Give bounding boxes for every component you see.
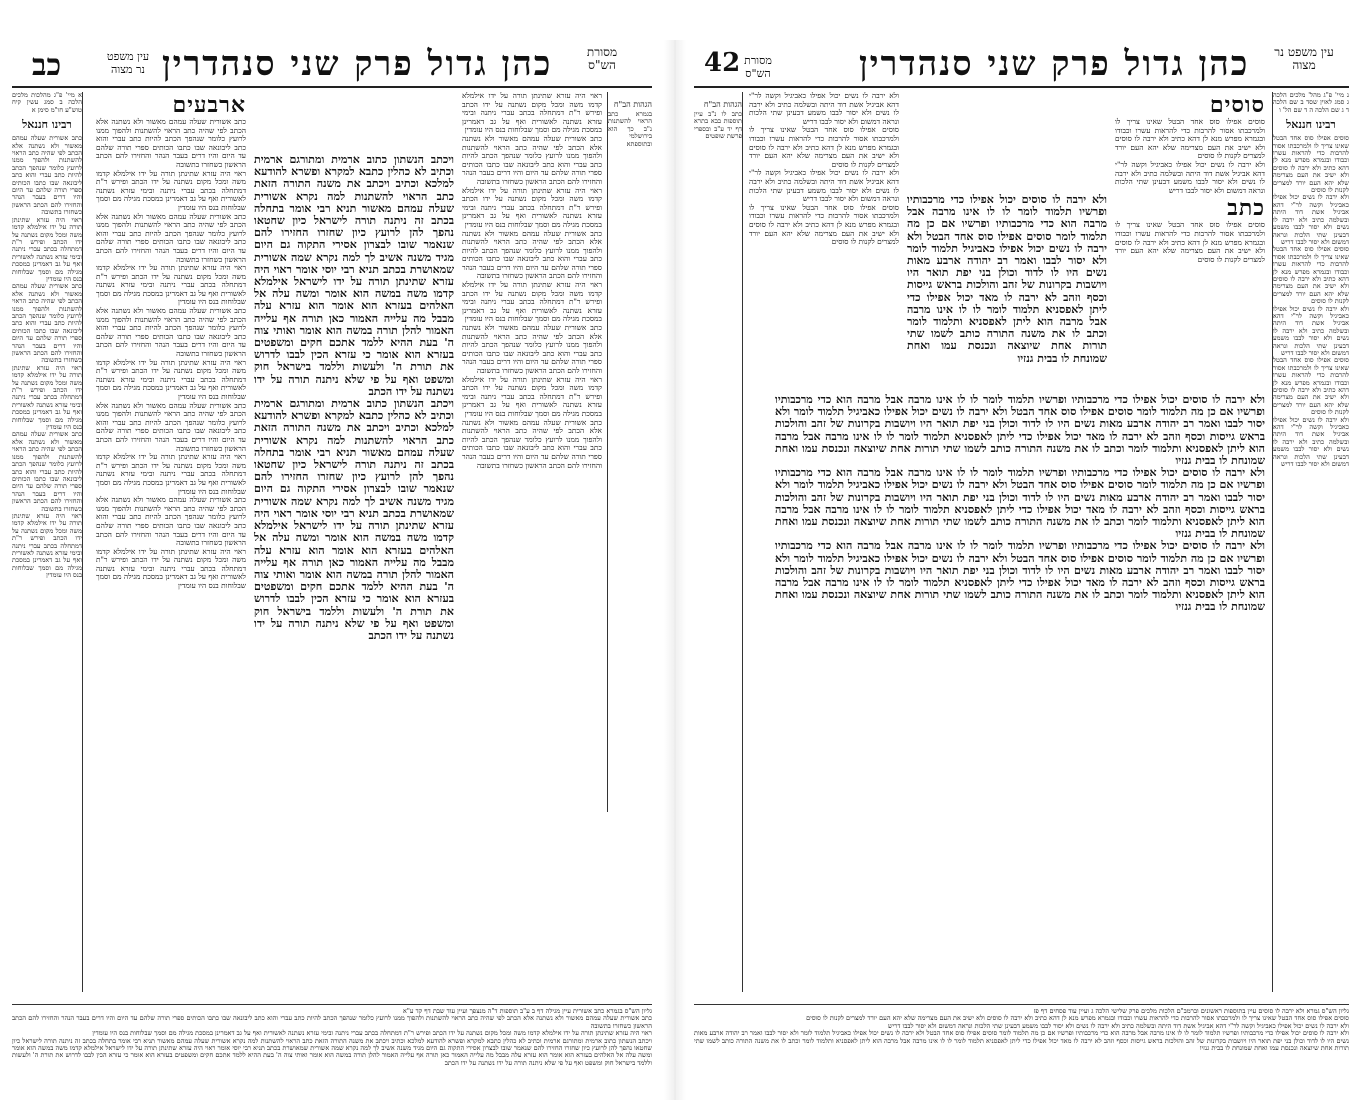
left-footnote-rule: [12, 1004, 652, 1005]
right-footnote-text-2: סוסים אפילו סוס אחד הבטל שאינו צריך לו ולמרכבתו אסור להרבות כדי להראות עשרו וכבודו ובגמרא מפרש מנא לן דהא כתיב ולא ירבה לו סוסים ולא ישיב את העם מצרימה שלא יהא העם יורד למצרים לקנות לו סוסים: [806, 1014, 1349, 1023]
left-tosafot-text-5: ראוי היה עזרא שתינתן תורה על ידו אילמלא קדמו משה ומכל מקום נשתנה על ידו הכתב ופירש ר"ת דמתחלה בכתב עברי ניתנה ובימי עזרא נשתנה לאשורית ואף על גב דאמרינן במסכת מגילה מם וסמך שבלוחות בנס היו עומדין: [462, 280, 602, 324]
left-tosafot-text-2: כתב אשורית שעלה עמהם מאשור ולא נשתנה אלא הכתב לפי שהיה כתב הראוי להשתנות ולהפוך ממנו לרועץ כלומר שנהפך הכתב להיות כתב עברי והוא כתב ליבונאה שבו כתבו הכותים ספרי תורה שלהם עד היום והיו דרים בעבר הנהר והחזירו להם הכתב הראשון כשחזרו בתשובה: [462, 133, 602, 186]
left-footnote-text-2: כתב אשורית שעלה עמהם מאשור ולא נשתנה אלא הכתב לפי שהיה כתב הראוי להשתנות ולהפוך ממנו לרועץ כלומר שנהפך הכתב להיות כתב עברי והוא כתב ליבונאה שבו כתבו הכותים ספרי תורה שלהם עד היום והיו דרים בעבר הנהר והחזירו להם הכתב הראשון כשחזרו בתשובה: [12, 1014, 652, 1030]
right-hagahot-text: כתב לו נ"ב עיין תוספות בבא בתרא דף יד ע"ב ובספרי פרשת שופטים: [694, 110, 742, 141]
right-tosafot-text-2: סוסים אפילו סוס אחד הבטל שאינו צריך לו ולמרכבתו אסור להרבות כדי להראות עשרו וכבודו ובגמרא מפרש מנא לן דהא כתיב ולא ירבה לו סוסים ולא ישיב את העם מצרימה שלא יהא העם יורד למצרים לקנות לו סוסים: [749, 125, 899, 169]
right-gemara-text-2: ולא ירבה לו סוסים יכול אפילו כדי מרכבותיו ופרשיו תלמוד לומר לו לו אינו מרבה אבל מרבה הוא כדי מרכבותיו ופרשיו אם כן מה תלמוד לומר סוסים אפילו סוס אחד הבטל ולא ירבה לו נשים יכול אפילו כאביגיל תלמוד לומר ולא יסור לבבו ואמר רב יהודה ארבע מאות נשים היו לו לדוד וכולן בני יפת תואר היו ויושבות בקרונות של זהב והולכות בראש גייסות וכסף וזהב לא ירבה לו מאד יכול אפילו כדי ליתן לאפסניא תלמוד לומר לו לו אינו מרבה אבל מרבה הוא ליתן לאפסניא ותלמוד לומר וכתב לו את משנה התורה כותב לשמו שתי תורות אחת שיוצאה ונכנסת עמו ואחת שמונחת לו בבית גנזיו: [775, 466, 1265, 541]
right-gemara-text: ולא ירבה לו סוסים יכול אפילו כדי מרכבותיו ופרשיו תלמוד לומר לו לו אינו מרבה אבל מרבה הוא כדי מרכבותיו ופרשיו אם כן מה תלמוד לומר סוסים אפילו סוס אחד הבטל ולא ירבה לו נשים יכול אפילו כאביגיל תלמוד לומר ולא יסור לבבו ואמר רב יהודה ארבע מאות נשים היו לו לדוד וכולן בני יפת תואר היו ויושבות בקרונות של זהב והולכות בראש גייסות וכסף וזהב לא ירבה לו מאד יכול אפילו כדי ליתן לאפסניא תלמוד לומר לו לו אינו מרבה אבל מרבה הוא ליתן לאפסניא ותלמוד לומר וכתב לו את משנה התורה כותב לשמו שתי תורות אחת שיוצאה ונכנסת עמו ואחת שמונחת לו בבית גנזיו: [775, 394, 1265, 468]
left-page-header: [12, 44, 652, 88]
left-rashi-text-6: ראוי היה עזרא שתינתן תורה על ידו אילמלא קדמו משה ומכל מקום נשתנה על ידו הכתב ופירש ר"ת דמתחלה בכתב עברי ניתנה ובימי עזרא נשתנה לאשורית ואף על גב דאמרינן במסכת מגילה מם וסמך שבלוחות בנס היו עומדין: [96, 357, 246, 401]
right-rabbeinu-chananel-heading: רבינו חננאל: [1286, 118, 1336, 132]
left-folio-number: כב: [32, 48, 62, 83]
right-running-title: כהן גדול פרק שני סנהדרין: [859, 44, 1250, 84]
right-masoret-corner: מסורת הש"ס: [744, 54, 772, 80]
left-hagahot-label: הגהות הב"ח: [613, 100, 652, 109]
right-page: [694, 44, 1349, 1101]
right-gemara-upper-text: ולא ירבה לו סוסים יכול אפילו כדי מרכבותיו ופרשיו תלמוד לומר לו לו אינו מרבה אבל מרבה הוא כדי מרכבותיו ופרשיו אם כן מה תלמוד לומר סוסים אפילו סוס אחד הבטל ולא ירבה לו נשים יכול אפילו כאביגיל תלמוד לומר ולא יסור לבבו ואמר רב יהודה ארבע מאות נשים היו לו לדוד וכולן בני יפת תואר היו ויושבות בקרונות של זהב והולכות בראש גייסות וכסף וזהב לא ירבה לו מאד יכול אפילו כדי ליתן לאפסניא תלמוד לומר לו לו אינו מרבה אבל מרבה הוא ליתן לאפסניא ותלמוד לומר וכתב לו את משנה התורה כותב לשמו שתי תורות אחת שיוצאה ונכנסת עמו ואחת שמונחת לו בבית גנזיו: [907, 194, 1107, 365]
left-tosafot-text-4: כתב אשורית שעלה עמהם מאשור ולא נשתנה אלא הכתב לפי שהיה כתב הראוי להשתנות ולהפוך ממנו לרועץ כלומר שנהפך הכתב להיות כתב עברי והוא כתב ליבונאה שבו כתבו הכותים ספרי תורה שלהם עד היום והיו דרים בעבר הנהר והחזירו להם הכתב הראשון כשחזרו בתשובה: [462, 228, 602, 281]
left-tosafot-text: ראוי היה עזרא שתינתן תורה על ידו אילמלא קדמו משה ומכל מקום נשתנה על ידו הכתב ופירש ר"ת דמתחלה בכתב עברי ניתנה ובימי עזרא נשתנה לאשורית ואף על גב דאמרינן במסכת מגילה מם וסמך שבלוחות בנס היו עומדין: [462, 92, 602, 135]
right-rashi-text-3: סוסים אפילו סוס אחד הבטל שאינו צריך לו ולמרכבתו אסור להרבות כדי להראות עשרו וכבודו ובגמרא מפרש מנא לן דהא כתיב ולא ירבה לו סוסים ולא ישיב את העם מצרימה שלא יהא העם יורד למצרים לקנות לו סוסים: [1115, 220, 1265, 264]
right-masoret-column: [694, 92, 743, 992]
left-chananel-text: כתב אשורית שעלה עמהם מאשור ולא נשתנה אלא הכתב לפי שהיה כתב הראוי להשתנות ולהפוך ממנו לרועץ כלומר שנהפך הכתב להיות כתב עברי והוא כתב ליבונאה שבו כתבו הכותים ספרי תורה שלהם עד היום והיו דרים בעבר הנהר והחזירו להם הכתב הראשון כשחזרו בתשובה: [12, 134, 82, 217]
right-footnote-text: גליון הש"ס גמרא ולא ירבה לו סוסים עיין בתוספות ראשונים וברמב"ם הלכות מלכים פרק שלישי הלכה ג ועיין עוד פסחים דף פז: [1033, 1008, 1349, 1015]
left-rashi-text-8: ראוי היה עזרא שתינתן תורה על ידו אילמלא קדמו משה ומכל מקום נשתנה על ידו הכתב ופירש ר"ת דמתחלה בכתב עברי ניתנה ובימי עזרא נשתנה לאשורית ואף על גב דאמרינן במסכת מגילה מם וסמך שבלוחות בנס היו עומדין: [96, 452, 246, 496]
right-tosafot-text: ולא ירבה לו נשים יכול אפילו כאביגיל וקשה לר"י דהא אביגיל אשת דוד היתה ובשלמה כתיב ולא ירבה לו נשים ולא יסור לבבו משמע דבעינן שתי הלכות ונראה דמשום ולא יסור לבבו דריש: [749, 92, 899, 126]
left-footnotes: [12, 1008, 652, 1098]
left-tosafot-text-3: ראוי היה עזרא שתינתן תורה על ידו אילמלא קדמו משה ומכל מקום נשתנה על ידו הכתב ופירש ר"ת דמתחלה בכתב עברי ניתנה ובימי עזרא נשתנה לאשורית ואף על גב דאמרינן במסכת מגילה מם וסמך שבלוחות בנס היו עומדין: [462, 185, 602, 229]
left-chananel-text-6: ראוי היה עזרא שתינתן תורה על ידו אילמלא קדמו משה ומכל מקום נשתנה על ידו הכתב ופירש ר"ת דמתחלה בכתב עברי ניתנה ובימי עזרא נשתנה לאשורית ואף על גב דאמרינן במסכת מגילה מם וסמך שבלוחות בנס היו עומדין: [12, 511, 82, 580]
left-gemara-column: [254, 154, 454, 854]
right-gemara-column: [775, 394, 1265, 994]
left-rashi-text-10: ראוי היה עזרא שתינתן תורה על ידו אילמלא קדמו משה ומכל מקום נשתנה על ידו הכתב ופירש ר"ת דמתחלה בכתב עברי ניתנה ובימי עזרא נשתנה לאשורית ואף על גב דאמרינן במסכת מגילה מם וסמך שבלוחות בנס היו עומדין: [96, 546, 246, 591]
right-chananel-text: סוסים אפילו סוס אחד הבטל שאינו צריך לו ולמרכבתו אסור להרבות כדי להראות עשרו וכבודו ובגמרא מפרש מנא לן דהא כתיב ולא ירבה לו סוסים ולא ישיב את העם מצרימה שלא יהא העם יורד למצרים לקנות לו סוסים: [1273, 134, 1349, 195]
left-gemara-text: ויכתב הנשתון כתוב ארמית ומתורגם ארמית וכתיב לא כהלין כתבא למקרא ופשרא להודעא למלכא וכתיב ויכתב את משנה התורה הזאת כתב הראוי להשתנות למה נקרא אשורית שעלה עמהם מאשור תניא רבי אומר בתחלה בכתב זה ניתנה תורה לישראל כיון שחטאו נהפך להן לרועץ כיון שחזרו החזירו להם שנאמר שובו לבצרון אסירי התקוה גם היום מגיד משנה אשיב לך למה נקרא שמה אשורית שמאושרת בכתב תניא רבי יוסי אומר ראוי היה עזרא שתינתן תורה על ידו לישראל אילמלא קדמו משה במשה הוא אומר ומשה עלה אל האלהים בעזרא הוא אומר הוא עזרא עלה מבבל מה עלייה האמור כאן תורה אף עלייה האמור להלן תורה במשה הוא אומר ואותי צוה ה' בעת ההיא ללמד אתכם חקים ומשפטים בעזרא הוא אומר כי עזרא הכין לבבו לדרוש את תורת ה' ולעשות וללמד בישראל חוק ומשפט ואף על פי שלא ניתנה תורה על ידו נשתנה על ידו הכתב: [254, 154, 454, 398]
right-chananel-text-2: ולא ירבה לו נשים יכול אפילו כאביגיל וקשה לר"י דהא אביגיל אשת דוד היתה ובשלמה כתיב ולא ירבה לו נשים ולא יסור לבבו משמע דבעינן שתי הלכות ונראה דמשום ולא יסור לבבו דריש: [1273, 193, 1349, 246]
left-rashi-text-9: כתב אשורית שעלה עמהם מאשור ולא נשתנה אלא הכתב לפי שהיה כתב הראוי להשתנות ולהפוך ממנו לרועץ כלומר שנהפך הכתב להיות כתב עברי והוא כתב ליבונאה שבו כתבו הכותים ספרי תורה שלהם עד היום והיו דרים בעבר הנהר והחזירו להם הכתב הראשון כשחזרו בתשובה: [96, 495, 246, 548]
right-footnotes: [694, 1008, 1349, 1098]
left-gemara-text-2: ויכתב הנשתון כתוב ארמית ומתורגם ארמית וכתיב לא כהלין כתבא למקרא ופשרא להודעא למלכא וכתיב ויכתב את משנה התורה הזאת כתב הראוי להשתנות למה נקרא אשורית שעלה עמהם מאשור תניא רבי אומר בתחלה בכתב זה ניתנה תורה לישראל כיון שחטאו נהפך להן לרועץ כיון שחזרו החזירו להם שנאמר שובו לבצרון אסירי התקוה גם היום מגיד משנה אשיב לך למה נקרא שמה אשורית שמאושרת בכתב תניא רבי יוסי אומר ראוי היה עזרא שתינתן תורה על ידו לישראל אילמלא קדמו משה במשה הוא אומר ומשה עלה אל האלהים בעזרא הוא אומר הוא עזרא עלה מבבל מה עלייה האמור כאן תורה אף עלייה האמור להלן תורה במשה הוא אומר ואותי צוה ה' בעת ההיא ללמד אתכם חקים ומשפטים בעזרא הוא אומר כי עזרא הכין לבבו לדרוש את תורת ה' ולעשות וללמד בישראל חוק ומשפט ואף על פי שלא ניתנה תורה על ידו נשתנה על ידו הכתב: [254, 397, 454, 642]
right-footnote-text-3: ולא ירבה לו נשים יכול אפילו כאביגיל וקשה לר"י דהא אביגיל אשת דוד היתה ובשלמה כתיב ולא ירבה לו נשים ולא יסור לבבו משמע דבעינן שתי הלכות ונראה דמשום ולא יסור לבבו דריש: [887, 1021, 1349, 1030]
right-ein-mishpat-corner: עין משפט נר מצוה: [1274, 45, 1334, 72]
left-footnote-text-3: ראוי היה עזרא שתינתן תורה על ידו אילמלא קדמו משה ומכל מקום נשתנה על ידו הכתב ופירש ר"ת דמתחלה בכתב עברי ניתנה ובימי עזרא נשתנה לאשורית ואף על גב דאמרינן במסכת מגילה מם וסמך שבלוחות בנס היו עומדין: [92, 1029, 652, 1038]
left-tosafot-text-6: כתב אשורית שעלה עמהם מאשור ולא נשתנה אלא הכתב לפי שהיה כתב הראוי להשתנות ולהפוך ממנו לרועץ כלומר שנהפך הכתב להיות כתב עברי והוא כתב ליבונאה שבו כתבו הכותים ספרי תורה שלהם עד היום והיו דרים בעבר הנהר והחזירו להם הכתב הראשון כשחזרו בתשובה: [462, 323, 602, 375]
left-footnote-text: גליון הש"ס בגמרא כתב אשורית עיין מגילה דף ב ע"ב תוספות ד"ה מנצפך ועיין עוד שבת דף קד ע"א: [402, 1008, 652, 1015]
right-chananel-text-3: סוסים אפילו סוס אחד הבטל שאינו צריך לו ולמרכבתו אסור להרבות כדי להראות עשרו וכבודו ובגמרא מפרש מנא לן דהא כתיב ולא ירבה לו סוסים ולא ישיב את העם מצרימה שלא יהא העם יורד למצרים לקנות לו סוסים: [1273, 245, 1349, 306]
left-chananel-text-3: כתב אשורית שעלה עמהם מאשור ולא נשתנה אלא הכתב לפי שהיה כתב הראוי להשתנות ולהפוך ממנו לרועץ כלומר שנהפך הכתב להיות כתב עברי והוא כתב ליבונאה שבו כתבו הכותים ספרי תורה שלהם עד היום והיו דרים בעבר הנהר והחזירו להם הכתב הראשון כשחזרו בתשובה: [12, 282, 82, 365]
left-page: [12, 44, 652, 1101]
right-folio-number: 42: [704, 48, 741, 78]
left-running-title: כהן גדול פרק שני סנהדרין: [162, 44, 553, 84]
right-chananel-text-6: ולא ירבה לו נשים יכול אפילו כאביגיל וקשה לר"י דהא אביגיל אשת דוד היתה ובשלמה כתיב ולא ירבה לו נשים ולא יסור לבבו משמע דבעינן שתי הלכות ונראה דמשום ולא יסור לבבו דריש: [1273, 415, 1349, 469]
right-rabbeinu-chananel-column: [1272, 92, 1349, 992]
left-rabbeinu-chananel-heading: רבינו חננאל: [22, 118, 72, 132]
left-rashi-text-4: ראוי היה עזרא שתינתן תורה על ידו אילמלא קדמו משה ומכל מקום נשתנה על ידו הכתב ופירש ר"ת דמתחלה בכתב עברי ניתנה ובימי עזרא נשתנה לאשורית ואף על גב דאמרינן במסכת מגילה מם וסמך שבלוחות בנס היו עומדין: [96, 263, 246, 307]
right-rashi-text-2: ולא ירבה לו נשים יכול אפילו כאביגיל וקשה לר"י דהא אביגיל אשת דוד היתה ובשלמה כתיב ולא ירבה לו נשים ולא יסור לבבו משמע דבעינן שתי הלכות ונראה דמשום ולא יסור לבבו דריש: [1115, 159, 1265, 195]
left-masoret-column: [607, 92, 652, 812]
right-hagahot-label: הגהות הב"ח: [703, 100, 742, 109]
left-rashi-text-5: כתב אשורית שעלה עמהם מאשור ולא נשתנה אלא הכתב לפי שהיה כתב הראוי להשתנות ולהפוך ממנו לרועץ כלומר שנהפך הכתב להיות כתב עברי והוא כתב ליבונאה שבו כתבו הכותים ספרי תורה שלהם עד היום והיו דרים בעבר הנהר והחזירו להם הכתב הראשון כשחזרו בתשובה: [96, 306, 246, 359]
left-rashi-text: כתב אשורית שעלה עמהם מאשור ולא נשתנה אלא הכתב לפי שהיה כתב הראוי להשתנות ולהפוך ממנו לרועץ כלומר שנהפך הכתב להיות כתב עברי והוא כתב ליבונאה שבו כתבו הכותים ספרי תורה שלהם עד היום והיו דרים בעבר הנהר והחזירו להם הכתב הראשון כשחזרו בתשובה: [96, 117, 246, 169]
right-rashi-text: סוסים אפילו סוס אחד הבטל שאינו צריך לו ולמרכבתו אסור להרבות כדי להראות עשרו וכבודו ובגמרא מפרש מנא לן דהא כתיב ולא ירבה לו סוסים ולא ישיב את העם מצרימה שלא יהא העם יורד למצרים לקנות לו סוסים: [1115, 117, 1265, 161]
left-dibbur-hamatchil: ארבעים: [172, 92, 246, 118]
right-tosafot-column: [749, 92, 899, 392]
right-tosafot-text-3: ולא ירבה לו נשים יכול אפילו כאביגיל וקשה לר"י דהא אביגיל אשת דוד היתה ובשלמה כתיב ולא ירבה לו נשים ולא יסור לבבו משמע דבעינן שתי הלכות ונראה דמשום ולא יסור לבבו דריש: [749, 168, 899, 204]
right-ein-mishpat-text: נ מיי' פ"ג מהל' מלכים הלכה ג סמג לאוין שסד ב שם הלכה ד ג שם הלכה ה ד שם הל' ו: [1273, 92, 1349, 114]
right-gemara-text-3: ולא ירבה לו סוסים יכול אפילו כדי מרכבותיו ופרשיו תלמוד לומר לו לו אינו מרבה אבל מרבה הוא כדי מרכבותיו ופרשיו אם כן מה תלמוד לומר סוסים אפילו סוס אחד הבטל ולא ירבה לו נשים יכול אפילו כאביגיל תלמוד לומר ולא יסור לבבו ואמר רב יהודה ארבע מאות נשים היו לו לדוד וכולן בני יפת תואר היו ויושבות בקרונות של זהב והולכות בראש גייסות וכסף וזהב לא ירבה לו מאד יכול אפילו כדי ליתן לאפסניא תלמוד לומר לו לו אינו מרבה אבל מרבה הוא ליתן לאפסניא ותלמוד לומר וכתב לו את משנה התורה כותב לשמו שתי תורות אחת שיוצאה ונכנסת עמו ואחת שמונחת לו בבית גנזיו: [775, 539, 1265, 614]
left-chananel-text-5: כתב אשורית שעלה עמהם מאשור ולא נשתנה אלא הכתב לפי שהיה כתב הראוי להשתנות ולהפוך ממנו לרועץ כלומר שנהפך הכתב להיות כתב עברי והוא כתב ליבונאה שבו כתבו הכותים ספרי תורה שלהם עד היום והיו דרים בעבר הנהר והחזירו להם הכתב הראשון כשחזרו בתשובה: [12, 430, 82, 513]
right-page-header: [694, 44, 1349, 88]
right-footnote-text-4: ולא ירבה לו סוסים יכול אפילו כדי מרכבותיו ופרשיו תלמוד לומר לו לו אינו מרבה אבל מרבה הוא כדי מרכבותיו ופרשיו אם כן מה תלמוד לומר סוסים אפילו סוס אחד הבטל ולא ירבה לו נשים יכול אפילו כאביגיל תלמוד לומר ולא יסור לבבו ואמר רב יהודה ארבע מאות נשים היו לו לדוד וכולן בני יפת תואר היו ויושבות בקרונות של זהב והולכות בראש גייסות וכסף וזהב לא ירבה לו מאד יכול אפילו כדי ליתן לאפסניא תלמוד לומר לו לו אינו מרבה אבל מרבה הוא ליתן לאפסניא ותלמוד לומר וכתב לו את משנה התורה כותב לשמו שתי תורות אחת שיוצאה ונכנסת עמו ואחת שמונחת לו בבית גנזיו: [694, 1029, 1349, 1053]
left-footnote-text-4: ויכתב הנשתון כתוב ארמית ומתורגם ארמית וכתיב לא כהלין כתבא למקרא ופשרא להודעא למלכא וכתיב ויכתב את משנה התורה הזאת כתב הראוי להשתנות למה נקרא אשורית שעלה עמהם מאשור תניא רבי אומר בתחלה בכתב זה ניתנה תורה לישראל כיון שחטאו נהפך להן לרועץ כיון שחזרו החזירו להם שנאמר שובו לבצרון אסירי התקוה גם היום מגיד משנה אשיב לך למה נקרא שמה אשורית שמאושרת בכתב תניא רבי יוסי אומר ראוי היה עזרא שתינתן תורה על ידו לישראל אילמלא קדמו משה במשה הוא אומר ומשה עלה אל האלהים בעזרא הוא אומר הוא עזרא עלה מבבל מה עלייה האמור כאן תורה אף עלייה האמור להלן תורה במשה הוא אומר ואותי צוה ה' בעת ההיא ללמד אתכם חקים ומשפטים בעזרא הוא אומר כי עזרא הכין לבבו לדרוש את תורת ה' ולעשות וללמד בישראל חוק ומשפט ואף על פי שלא ניתנה תורה על ידו נשתנה על ידו הכתב: [12, 1036, 652, 1067]
left-tosafot-text-7: ראוי היה עזרא שתינתן תורה על ידו אילמלא קדמו משה ומכל מקום נשתנה על ידו הכתב ופירש ר"ת דמתחלה בכתב עברי ניתנה ובימי עזרא נשתנה לאשורית ואף על גב דאמרינן במסכת מגילה מם וסמך שבלוחות בנס היו עומדין: [462, 374, 602, 418]
left-hagahot-text: בגמרא כתב הראוי להשתנות נ"ב כך הוא בירושלמי ובתוספתא: [608, 110, 652, 148]
left-chananel-text-2: ראוי היה עזרא שתינתן תורה על ידו אילמלא קדמו משה ומכל מקום נשתנה על ידו הכתב ופירש ר"ת דמתחלה בכתב עברי ניתנה ובימי עזרא נשתנה לאשורית ואף על גב דאמרינן במסכת מגילה מם וסמך שבלוחות בנס היו עומדין: [12, 215, 82, 283]
left-rabbeinu-chananel-column: [12, 92, 83, 992]
left-rashi-text-3: כתב אשורית שעלה עמהם מאשור ולא נשתנה אלא הכתב לפי שהיה כתב הראוי להשתנות ולהפוך ממנו לרועץ כלומר שנהפך הכתב להיות כתב עברי והוא כתב ליבונאה שבו כתבו הכותים ספרי תורה שלהם עד היום והיו דרים בעבר הנהר והחזירו להם הכתב הראשון כשחזרו בתשובה: [96, 211, 246, 264]
right-rashi-column: [1115, 92, 1265, 392]
left-ein-mishpat-corner: עין משפט נר מצוה: [106, 50, 150, 76]
left-tosafot-column: [462, 92, 602, 892]
right-chananel-text-5: סוסים אפילו סוס אחד הבטל שאינו צריך לו ולמרכבתו אסור להרבות כדי להראות עשרו וכבודו ובגמרא מפרש מנא לן דהא כתיב ולא ירבה לו סוסים ולא ישיב את העם מצרימה שלא יהא העם יורד למצרים לקנות לו סוסים: [1273, 356, 1349, 417]
right-tosafot-text-4: סוסים אפילו סוס אחד הבטל שאינו צריך לו ולמרכבתו אסור להרבות כדי להראות עשרו וכבודו ובגמרא מפרש מנא לן דהא כתיב ולא ירבה לו סוסים ולא ישיב את העם מצרימה שלא יהא העם יורד למצרים לקנות לו סוסים: [749, 202, 899, 247]
left-tosafot-text-8: כתב אשורית שעלה עמהם מאשור ולא נשתנה אלא הכתב לפי שהיה כתב הראוי להשתנות ולהפוך ממנו לרועץ כלומר שנהפך הכתב להיות כתב עברי והוא כתב ליבונאה שבו כתבו הכותים ספרי תורה שלהם עד היום והיו דרים בעבר הנהר והחזירו להם הכתב הראשון כשחזרו בתשובה: [462, 417, 602, 470]
right-gemara-upper: [907, 194, 1107, 384]
right-chananel-text-4: ולא ירבה לו נשים יכול אפילו כאביגיל וקשה לר"י דהא אביגיל אשת דוד היתה ובשלמה כתיב ולא ירבה לו נשים ולא יסור לבבו משמע דבעינן שתי הלכות ונראה דמשום ולא יסור לבבו דריש: [1273, 304, 1349, 357]
right-keyword-ktav: כתב: [1227, 195, 1265, 222]
left-masoret-corner: מסורת הש"ס: [586, 45, 618, 72]
left-rashi-column: [96, 92, 246, 992]
left-ein-mishpat-text: א מיי' פ"ג מהלכות מלכים הלכה ב סמג עשין קיח טוש"ע חו"מ סימן א: [12, 92, 82, 114]
left-chananel-text-4: ראוי היה עזרא שתינתן תורה על ידו אילמלא קדמו משה ומכל מקום נשתנה על ידו הכתב ופירש ר"ת דמתחלה בכתב עברי ניתנה ובימי עזרא נשתנה לאשורית ואף על גב דאמרינן במסכת מגילה מם וסמך שבלוחות בנס היו עומדין: [12, 363, 82, 432]
book-gutter: [664, 40, 686, 1100]
left-rashi-text-7: כתב אשורית שעלה עמהם מאשור ולא נשתנה אלא הכתב לפי שהיה כתב הראוי להשתנות ולהפוך ממנו לרועץ כלומר שנהפך הכתב להיות כתב עברי והוא כתב ליבונאה שבו כתבו הכותים ספרי תורה שלהם עד היום והיו דרים בעבר הנהר והחזירו להם הכתב הראשון כשחזרו בתשובה: [96, 400, 246, 453]
left-rashi-text-2: ראוי היה עזרא שתינתן תורה על ידו אילמלא קדמו משה ומכל מקום נשתנה על ידו הכתב ופירש ר"ת דמתחלה בכתב עברי ניתנה ובימי עזרא נשתנה לאשורית ואף על גב דאמרינן במסכת מגילה מם וסמך שבלוחות בנס היו עומדין: [96, 168, 246, 212]
right-footnote-rule: [694, 1004, 1349, 1005]
right-dibbur-hamatchil: סוסים: [1209, 92, 1265, 118]
